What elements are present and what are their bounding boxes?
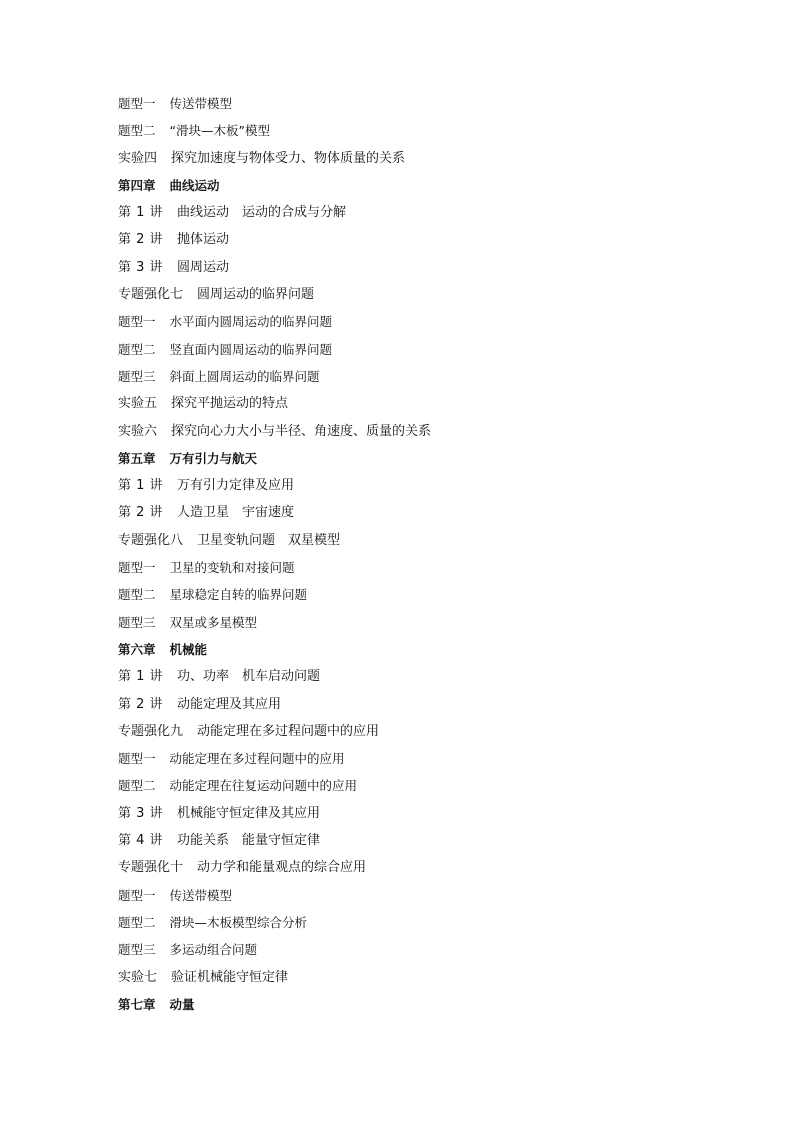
toc-entry-title: 滑块—木板模型综合分析 — [169, 914, 308, 930]
toc-entry-title: 星球稳定自转的临界问题 — [169, 587, 308, 603]
toc-entry-title: 功能关系 能量守恒定律 — [177, 833, 321, 849]
toc-entry-title: 卫星的变轨和对接问题 — [169, 560, 295, 576]
toc-entry-title: 动量 — [169, 996, 195, 1012]
toc-entry-label: 题型一 — [118, 751, 156, 767]
toc-entry-label: 题型二 — [118, 914, 156, 930]
toc-entry — [118, 831, 431, 858]
toc-entry-title: 动力学和能量观点的综合应用 — [197, 860, 367, 876]
table-of-contents — [118, 94, 431, 1022]
toc-entry-label: 第 1 讲 — [118, 205, 164, 221]
toc-entry — [118, 94, 431, 121]
toc-entry — [118, 312, 431, 339]
toc-entry-title: 多运动组合问题 — [169, 942, 258, 958]
toc-entry — [118, 913, 431, 940]
toc-entry-title: 探究加速度与物体受力、物体质量的关系 — [171, 150, 406, 166]
toc-entry-title: 探究向心力大小与半径、角速度、质量的关系 — [171, 423, 432, 439]
toc-entry-title: 斜面上圆周运动的临界问题 — [169, 368, 320, 384]
toc-entry — [118, 776, 431, 803]
toc-entry — [118, 722, 431, 749]
toc-entry — [118, 613, 431, 640]
toc-entry — [118, 340, 431, 367]
toc-entry-title: 动能定理在往复运动问题中的应用 — [169, 778, 358, 794]
toc-entry-label: 第 3 讲 — [118, 805, 164, 821]
toc-entry-label: 第 1 讲 — [118, 478, 164, 494]
toc-entry-label: 题型二 — [118, 587, 156, 603]
toc-entry-label: 题型三 — [118, 614, 156, 630]
toc-entry-title: 人造卫星 宇宙速度 — [177, 505, 295, 521]
toc-entry-label: 专题强化七 — [118, 287, 184, 303]
toc-entry-title: 传送带模型 — [169, 96, 233, 111]
toc-entry-label: 题型二 — [118, 123, 156, 139]
toc-entry-label: 第五章 — [118, 450, 156, 466]
toc-entry-title: 功、功率 机车启动问题 — [177, 669, 321, 685]
toc-entry — [118, 667, 431, 694]
toc-entry-label: 第六章 — [118, 641, 156, 657]
toc-entry-label: 题型一 — [118, 314, 156, 330]
toc-entry-label: 专题强化九 — [118, 723, 184, 739]
toc-entry-label: 题型二 — [118, 778, 156, 794]
toc-entry-label: 专题强化十 — [118, 860, 184, 876]
toc-entry-label: 第七章 — [118, 996, 156, 1012]
toc-entry — [118, 804, 431, 831]
toc-entry — [118, 558, 431, 585]
toc-entry-title: 双星或多星模型 — [169, 614, 258, 630]
toc-entry — [118, 476, 431, 503]
toc-entry-title: 圆周运动的临界问题 — [197, 287, 315, 303]
toc-entry-label: 实验五 — [118, 396, 158, 412]
toc-entry-title: 传送带模型 — [169, 887, 233, 903]
toc-entry — [118, 968, 431, 995]
toc-entry-title: 验证机械能守恒定律 — [171, 969, 289, 985]
toc-entry — [118, 995, 431, 1022]
toc-entry — [118, 585, 431, 612]
toc-entry-title: 圆周运动 — [177, 259, 230, 275]
toc-entry — [118, 449, 431, 476]
toc-entry-label: 实验六 — [118, 423, 158, 439]
toc-entry-label: 第 2 讲 — [118, 505, 164, 521]
toc-entry — [118, 858, 431, 885]
toc-entry-label: 题型一 — [118, 887, 156, 903]
toc-entry — [118, 149, 431, 176]
toc-entry-label: 实验四 — [118, 150, 158, 166]
toc-entry — [118, 230, 431, 257]
toc-entry-label: 题型三 — [118, 368, 156, 384]
toc-entry — [118, 940, 431, 967]
toc-entry-label: 题型一 — [118, 96, 156, 111]
toc-entry-title: 曲线运动 — [169, 177, 220, 193]
toc-entry-title: 动能定理在多过程问题中的应用 — [169, 751, 345, 767]
toc-entry — [118, 422, 431, 449]
toc-entry — [118, 695, 431, 722]
toc-entry-title: 动能定理及其应用 — [177, 696, 282, 712]
toc-entry-label: 第 1 讲 — [118, 669, 164, 685]
toc-entry-label: 题型二 — [118, 341, 156, 357]
toc-entry — [118, 640, 431, 667]
toc-entry — [118, 367, 431, 394]
toc-entry — [118, 886, 431, 913]
toc-entry-title: 竖直面内圆周运动的临界问题 — [169, 341, 333, 357]
toc-entry-title: 万有引力与航天 — [169, 450, 258, 466]
toc-entry — [118, 203, 431, 230]
toc-entry-title: 机械能 — [169, 641, 208, 657]
toc-entry — [118, 258, 431, 285]
toc-entry — [118, 531, 431, 558]
toc-entry-title: 动能定理在多过程问题中的应用 — [197, 723, 380, 739]
toc-entry — [118, 285, 431, 312]
toc-entry-title: 探究平抛运动的特点 — [171, 396, 289, 412]
toc-entry-title: 曲线运动 运动的合成与分解 — [177, 205, 347, 221]
toc-entry — [118, 121, 431, 148]
toc-entry-title: 卫星变轨问题 双星模型 — [197, 532, 341, 548]
toc-entry-label: 实验七 — [118, 969, 158, 985]
toc-entry-title: 抛体运动 — [177, 232, 230, 248]
toc-entry-title: 水平面内圆周运动的临界问题 — [169, 314, 333, 330]
toc-entry-label: 第四章 — [118, 177, 156, 193]
toc-entry-label: 题型一 — [118, 560, 156, 576]
toc-entry-label: 第 2 讲 — [118, 232, 164, 248]
toc-entry — [118, 749, 431, 776]
toc-entry — [118, 176, 431, 203]
toc-entry — [118, 394, 431, 421]
toc-entry-title: 机械能守恒定律及其应用 — [177, 805, 321, 821]
toc-entry — [118, 503, 431, 530]
toc-entry-label: 专题强化八 — [118, 532, 184, 548]
toc-entry-title: “滑块—木板”模型 — [169, 123, 270, 139]
toc-entry-label: 题型三 — [118, 942, 156, 958]
toc-entry-label: 第 4 讲 — [118, 833, 164, 849]
toc-entry-title: 万有引力定律及应用 — [177, 478, 295, 494]
toc-entry-label: 第 2 讲 — [118, 696, 164, 712]
toc-entry-label: 第 3 讲 — [118, 259, 164, 275]
